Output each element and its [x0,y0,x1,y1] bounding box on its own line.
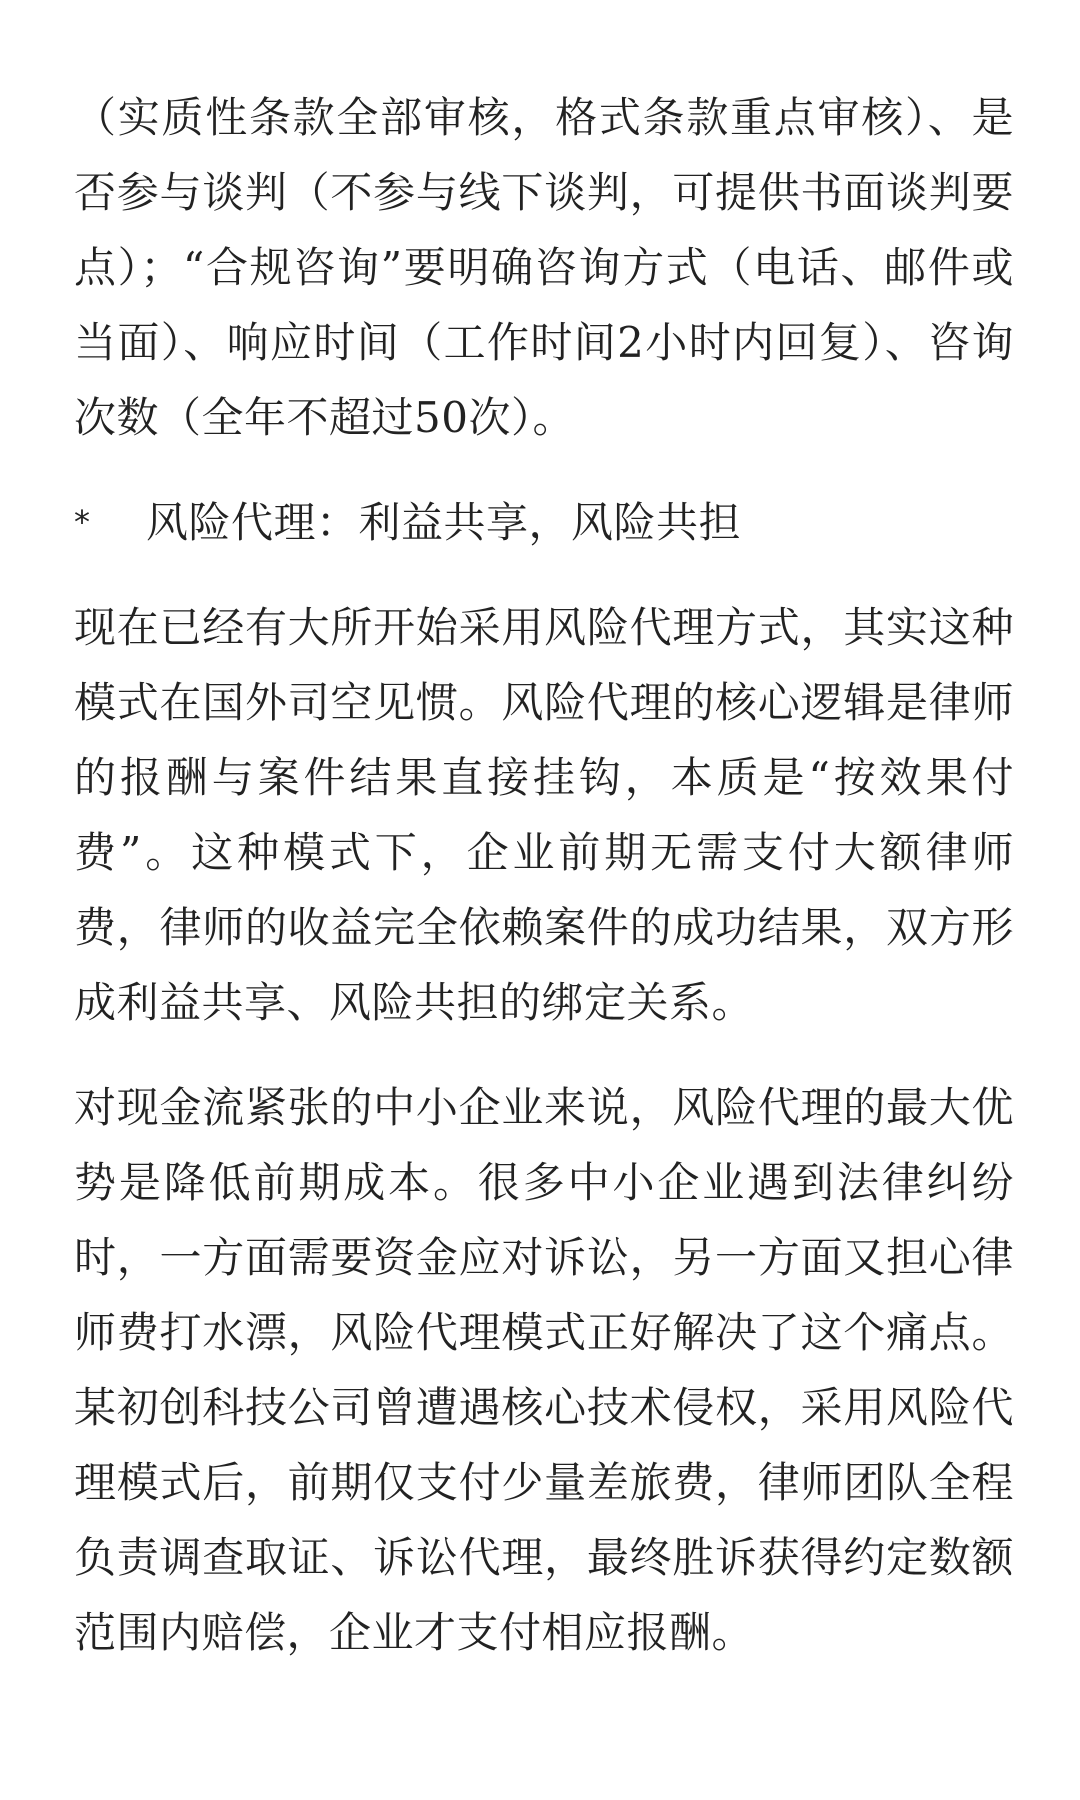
section-heading-text: 风险代理：利益共享，风险共担 [146,498,742,547]
paragraph-sme-advantage: 对现金流紧张的中小企业来说，风险代理的最大优势是降低前期成本。很多中小企业遇到法律纠纷时，一方面需要资金应对诉讼，另一方面又担心律师费打水漂，风险代理模式正好解决了这个痛点。某初创科技公司曾遭遇核心技术侵权，采用风险代理模式后，前期仅支付少量差旅费，律师团队全程负责调查取证、诉讼代理，最终胜诉获得约定数额范围内赔偿，企业才支付相应报酬。 [74,1083,1014,1657]
article-body [74,80,1014,1670]
bullet-marker: * [74,503,91,541]
section-heading-risk-agency [74,485,1014,560]
paragraph-risk-agency-intro: 现在已经有大所开始采用风险代理方式，其实这种模式在国外司空见惯。风险代理的核心逻辑是律师的报酬与案件结果直接挂钩，本质是“按效果付费”。这种模式下，企业前期无需支付大额律师费，律师的收益完全依赖案件的成功结果，双方形成利益共享、风险共担的绑定关系。 [74,603,1014,1027]
paragraph-contract-review: （实质性条款全部审核，格式条款重点审核）、是否参与谈判（不参与线下谈判，可提供书面谈判要点）；“合规咨询”要明确咨询方式（电话、邮件或当面）、响应时间（工作时间2小时内回复）、咨询次数（全年不超过50次）。 [74,93,1014,442]
